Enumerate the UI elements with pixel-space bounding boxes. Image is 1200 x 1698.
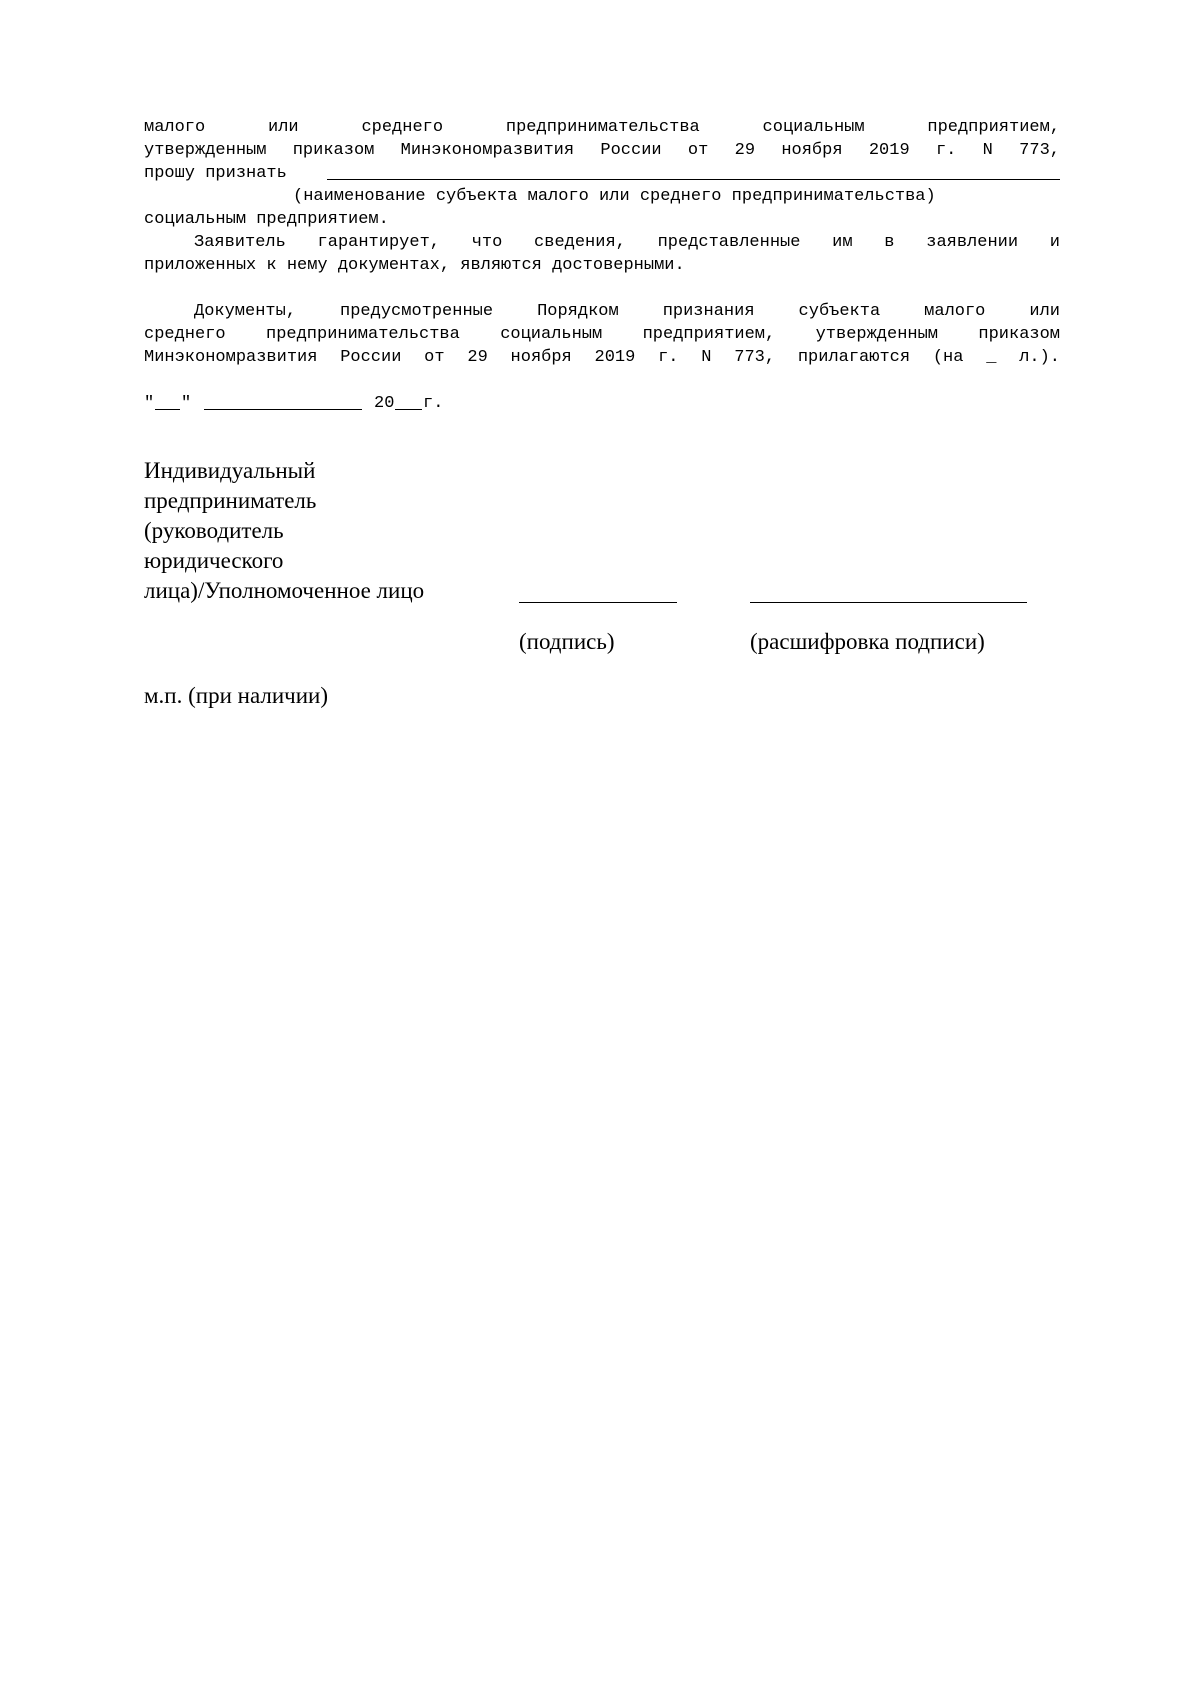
signature-decoding-caption: (расшифровка подписи) bbox=[750, 629, 985, 654]
signatory-line5: лица)/Уполномоченное лицо bbox=[144, 578, 425, 603]
signature-decoding-blank bbox=[750, 602, 1027, 603]
applicant-name-caption: (наименование субъекта малого или среднего предпринимательства) bbox=[293, 187, 936, 206]
para1-line3-prefix: прошу признать bbox=[144, 164, 298, 183]
para1-line5: социальным предприятием. bbox=[144, 210, 389, 229]
date-year-suffix: г. bbox=[423, 394, 444, 413]
para3-line2: среднего предпринимательства социальным предприятием, утвержденным приказом bbox=[144, 325, 1060, 344]
date-quote-close: " bbox=[181, 394, 192, 413]
signatory-line3: (руководитель bbox=[144, 518, 284, 543]
date-month-blank bbox=[204, 409, 362, 410]
date-quote-open: " bbox=[144, 394, 155, 413]
para2-line1: Заявитель гарантирует, что сведения, представленные им в заявлении и bbox=[194, 233, 1060, 252]
stamp-note: м.п. (при наличии) bbox=[144, 683, 328, 708]
signature-blank bbox=[519, 602, 677, 603]
signatory-line4: юридического bbox=[144, 548, 284, 573]
para2-line2: приложенных к нему документах, являются достоверными. bbox=[144, 256, 685, 275]
date-year-prefix: 20 bbox=[374, 394, 395, 413]
para1-line2: утвержденным приказом Минэкономразвития России от 29 ноября 2019 г. N 773, bbox=[144, 141, 1060, 160]
signature-caption: (подпись) bbox=[519, 629, 615, 654]
para3-line3: Минэкономразвития России от 29 ноября 2019 г. N 773, прилагаются (на _ л.). bbox=[144, 348, 1060, 367]
date-day-blank bbox=[155, 409, 180, 410]
para3-line1: Документы, предусмотренные Порядком признания субъекта малого или bbox=[194, 302, 1060, 321]
signatory-line1: Индивидуальный bbox=[144, 458, 316, 483]
para1-line1: малого или среднего предпринимательства социальным предприятием, bbox=[144, 118, 1060, 137]
signatory-line2: предприниматель bbox=[144, 488, 317, 513]
date-year-blank bbox=[395, 409, 422, 410]
applicant-name-blank bbox=[327, 179, 1060, 180]
